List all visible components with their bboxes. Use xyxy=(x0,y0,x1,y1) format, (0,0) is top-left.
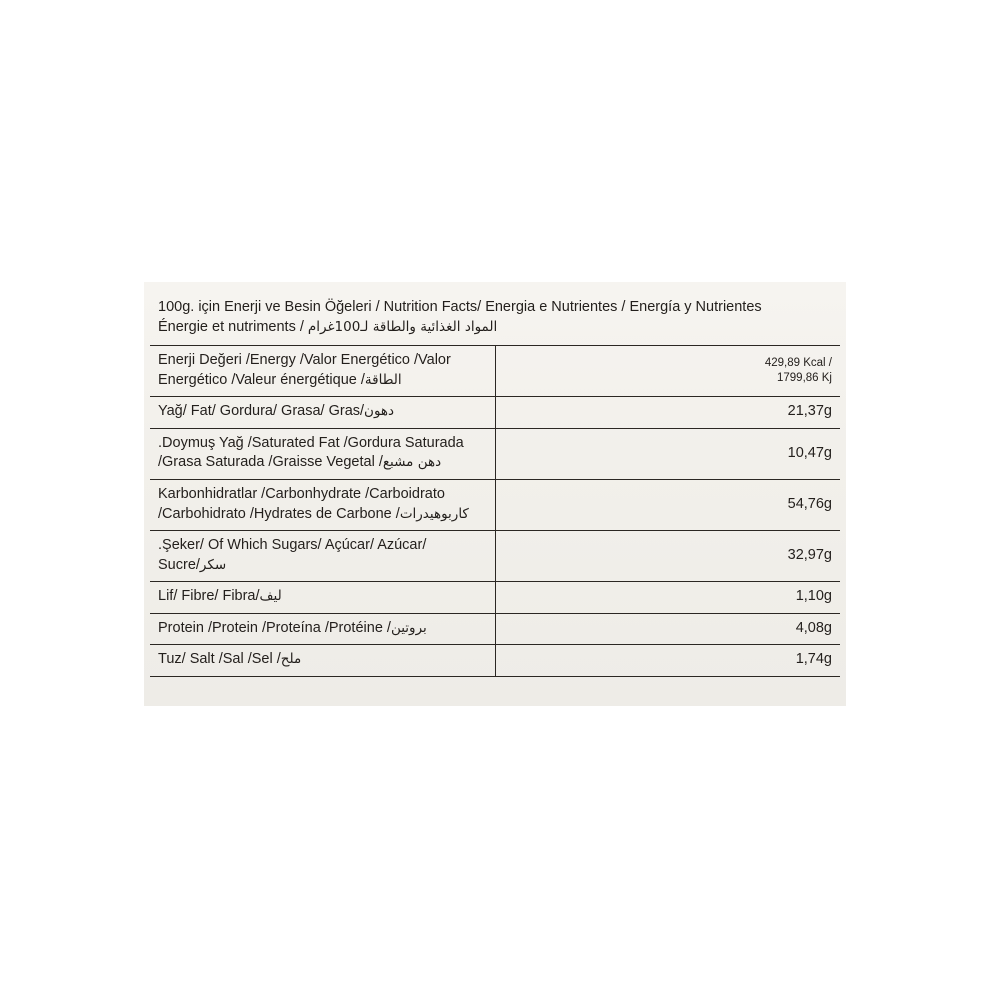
table-row xyxy=(150,531,840,582)
nutrient-label-arabic: ليف xyxy=(259,588,282,605)
header-line-1: 100g. için Enerji ve Besin Öğeleri / Nutrition Facts/ Energia e Nutrientes / Energía y Nutrientes xyxy=(158,299,762,315)
nutrient-label-saturated-fat xyxy=(150,428,495,479)
table-row xyxy=(150,397,840,429)
header-line-2-arabic: المواد الغذائية والطاقة لـ100غرام xyxy=(307,318,498,335)
nutrient-value-fibre: 1,10g xyxy=(495,582,840,614)
table-header-row xyxy=(150,288,840,346)
nutrient-label-protein xyxy=(150,613,495,645)
nutrient-value-fat: 21,37g xyxy=(495,397,840,429)
nutrient-label-energy xyxy=(150,346,495,397)
table-row xyxy=(150,428,840,479)
nutrient-value-saturated-fat: 10,47g xyxy=(495,428,840,479)
nutrient-label-text: Karbonhidratlar /Carbonhydrate /Carboidrato /Carbohidrato /Hydrates de Carbone / xyxy=(158,485,445,522)
table-row xyxy=(150,479,840,530)
nutrient-label-arabic: بروتين xyxy=(390,619,427,636)
nutrient-label-fibre xyxy=(150,582,495,614)
header-line-2 xyxy=(158,318,832,338)
table-row xyxy=(150,645,840,677)
table-row xyxy=(150,613,840,645)
nutrient-label-text: Lif/ Fibre/ Fibra/ xyxy=(158,588,260,605)
nutrient-label-salt xyxy=(150,645,495,677)
nutrient-value-salt: 1,74g xyxy=(495,645,840,677)
energy-kcal: 429,89 Kcal / xyxy=(764,357,832,370)
header-cell xyxy=(150,288,840,346)
nutrient-label-sugars xyxy=(150,531,495,582)
nutrient-label-arabic: دهون xyxy=(364,403,395,420)
nutrient-label-text: Protein /Protein /Proteína /Protéine / xyxy=(158,619,391,636)
table-row xyxy=(150,582,840,614)
nutrient-label-text: Yağ/ Fat/ Gordura/ Grasa/ Gras/ xyxy=(158,403,365,420)
header-line-2-prefix: Énergie et nutriments / xyxy=(158,318,308,335)
nutrient-label-text: Enerji Değeri /Energy /Valor Energético /Valor Energético /Valeur énergétique / xyxy=(158,352,451,388)
nutrient-label-arabic: دهن مشبع xyxy=(382,454,442,471)
nutrient-label-arabic: الطاقة xyxy=(364,371,402,388)
nutrient-value-protein: 4,08g xyxy=(495,613,840,645)
table-row xyxy=(150,346,840,397)
nutrition-table-wrapper xyxy=(150,288,840,698)
nutrient-value-carbohydrate: 54,76g xyxy=(495,479,840,530)
nutrient-label-carbohydrate xyxy=(150,479,495,530)
nutrient-label-fat xyxy=(150,397,495,429)
energy-kj: 1799,86 Kj xyxy=(777,371,832,384)
nutrient-label-text: .Şeker/ Of Which Sugars/ Açúcar/ Azúcar/ Sucre/ xyxy=(158,537,427,573)
nutrient-value-sugars: 32,97g xyxy=(495,531,840,582)
nutrient-label-text: Tuz/ Salt /Sal /Sel / xyxy=(158,651,281,668)
nutrient-label-arabic: ملح xyxy=(280,651,302,668)
nutrient-label-arabic: كاربوهيدرات xyxy=(399,505,469,522)
nutrition-facts-table xyxy=(150,288,840,677)
nutrient-label-text: .Doymuş Yağ /Saturated Fat /Gordura Saturada /Grasa Saturada /Graisse Vegetal / xyxy=(158,434,464,471)
nutrient-value-energy xyxy=(495,346,840,397)
nutrient-label-arabic: سكر xyxy=(199,556,227,573)
nutrition-label-panel xyxy=(144,282,846,706)
